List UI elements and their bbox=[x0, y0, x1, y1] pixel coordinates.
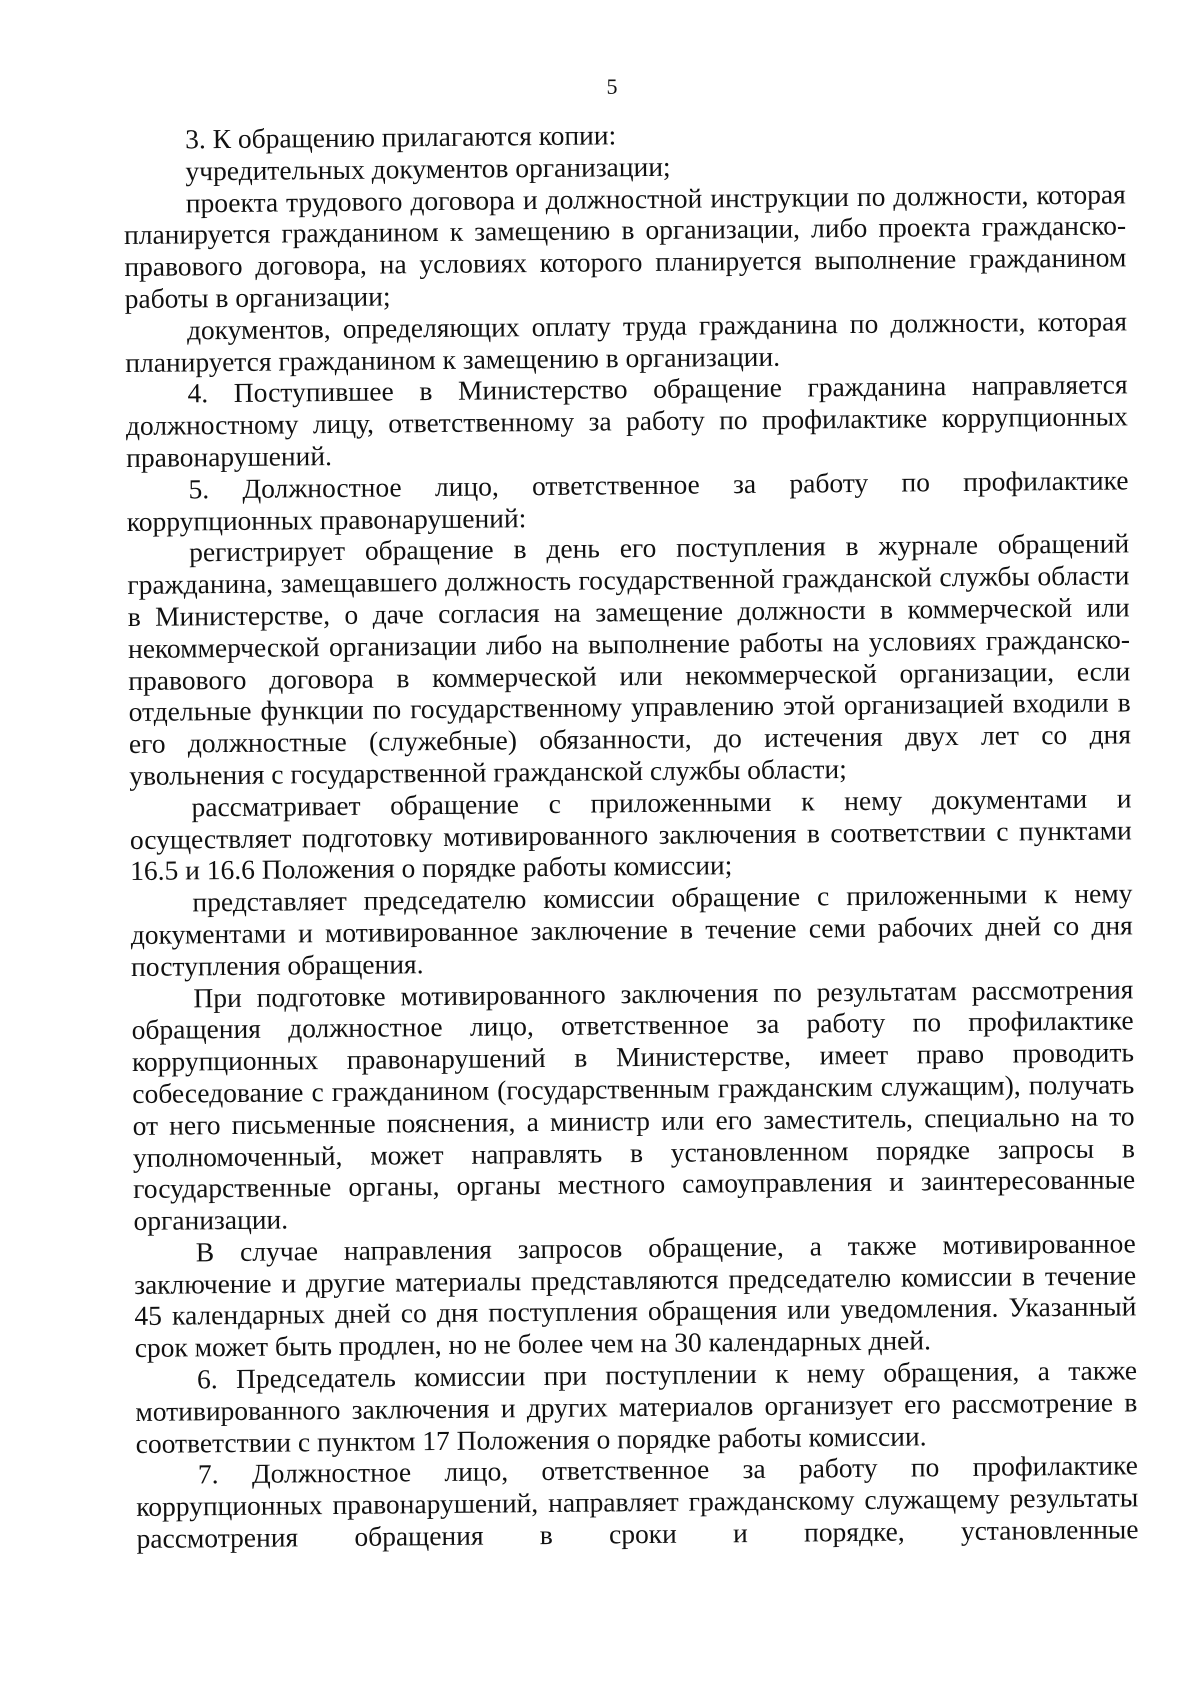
paragraph-item-pay-docs: документов, определяющих оплату труда гражданина по должности, которая планируется гражданином к замещению в организации. bbox=[125, 305, 1128, 378]
paragraph-item-registers: регистрирует обращение в день его поступления в журнале обращений гражданина, замещавшего должность государственной гражданской службы области в Министерстве, о даче согласия на замещение должности в коммерческой или некоммерческой организации либо на выполнение работы на условиях гражданско-правового договора в коммерческой или некоммерческой организации, если отдельные функции по государственному управлению этой организацией входили в его должностные (служебные) обязанности, до истечения двух лет со дня увольнения с государственной гражданской службы области; bbox=[127, 527, 1132, 791]
paragraph-requests: В случае направления запросов обращение, а также мотивированное заключение и другие материалы представляются председателю комиссии в течение 45 календарных дней со дня поступления обращения или уведомления. Указанный срок может быть продлен, но не более чем на 30 календарных дней. bbox=[133, 1227, 1137, 1364]
paragraph-item-draft-contract: проекта трудового договора и должностной инструкции по должности, которая планируется гражданином к замещению в организации, либо проекта гражданско-правового договора, на условиях которого планируется выполнение гражданином работы в организации; bbox=[123, 177, 1127, 314]
page-number: 5 bbox=[606, 74, 618, 99]
paragraph-7: 7. Должностное лицо, ответственное за работу по профилактике коррупционных правонарушений, направляет гражданскому служащему результаты рассмотрения обращения в сроки и порядке, установленные bbox=[136, 1449, 1139, 1554]
document-body bbox=[123, 114, 1139, 1554]
paragraph-5-heading: 5. Должностное лицо, ответственное за работу по профилактике коррупционных правонарушений: bbox=[126, 464, 1129, 537]
paragraph-item-submits: представляет председателю комиссии обращение с приложенными к нему документами и мотивированное заключение в течение семи рабочих дней со дня поступления обращения. bbox=[130, 877, 1133, 982]
paragraph-item-reviews: рассматривает обращение с приложенными к нему документами и осуществляет подготовку мотивированного заключения в соответствии с пунктами 16.5 и 16.6 Положения о порядке работы комиссии; bbox=[129, 782, 1132, 887]
paragraph-item-founding-docs: учредительных документов организации; bbox=[185, 150, 671, 187]
paragraph-6: 6. Председатель комиссии при поступлении к нему обращения, а также мотивированного заключения и других материалов организует его рассмотрение в соответствии с пунктом 17 Положения о порядке работы комиссии. bbox=[135, 1354, 1138, 1459]
paragraph-preparation: При подготовке мотивированного заключения по результатам рассмотрения обращения должностное лицо, ответственное за работу по профилактике коррупционных правонарушений в Министерстве, имеет право проводить собеседование с гражданином (государственным гражданским служащим), получать от него письменные пояснения, а министр или его заместитель, специально на то уполномоченный, может направлять в установленном порядке запросы в государственные органы, органы местного самоуправления и заинтересованные организации. bbox=[131, 972, 1136, 1237]
paragraph-3-heading: 3. К обращению прилагаются копии: bbox=[184, 119, 617, 155]
paragraph-4: 4. Поступившее в Министерство обращение гражданина направляется должностному лицу, ответственному за работу по профилактике коррупционных правонарушений. bbox=[125, 368, 1128, 473]
